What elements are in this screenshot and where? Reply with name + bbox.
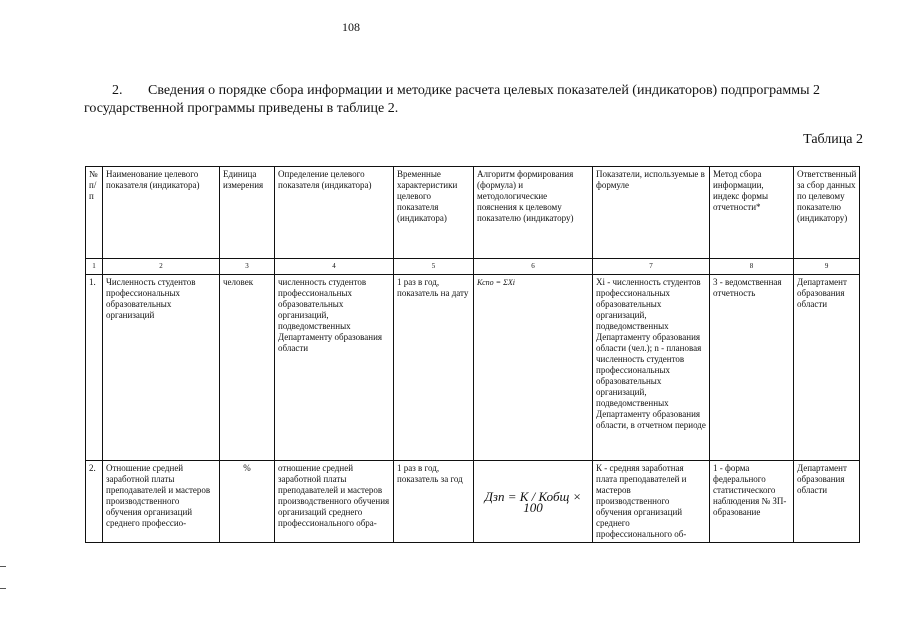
header-cell: Наименование целевого показателя (индикатора) <box>103 167 220 259</box>
header-cell: Ответственный за сбор данных по целевому показателю (индикатору) <box>794 167 860 259</box>
unit: % <box>220 461 275 543</box>
header-cell: Временные характеристики целевого показателя (индикатора) <box>394 167 474 259</box>
header-cell: Метод сбора информации, индекс формы отчетности* <box>710 167 794 259</box>
formula-variables: Xi - численность студентов профессиональных образовательных организаций, подведомственных Департаменту образования области (чел.); n - плановая численность студентов профессиональных образовательных организаций, подведомственных Департаменту образования области, в отчетном периоде <box>593 275 710 461</box>
responsible: Департамент образования области <box>794 461 860 543</box>
collection-method: 3 - ведомственная отчетность <box>710 275 794 461</box>
column-number: 8 <box>710 259 794 275</box>
column-number: 1 <box>86 259 103 275</box>
indicator-name: Отношение средней заработной платы преподавателей и мастеров производственного обучения организаций среднего профессио- <box>103 461 220 543</box>
row-number: 1. <box>86 275 103 461</box>
page-number: 108 <box>342 20 360 34</box>
indicator-name: Численность студентов профессиональных образовательных организаций <box>103 275 220 461</box>
column-number: 6 <box>474 259 593 275</box>
row-number: 2. <box>86 461 103 543</box>
column-number: 3 <box>220 259 275 275</box>
header-row <box>86 167 860 259</box>
indicators-table <box>85 166 860 543</box>
formula-variables: К - средняя заработная плата преподавателей и мастеров производственного обучения организаций среднего профессионального об- <box>593 461 710 543</box>
definition: отношение средней заработной платы преподавателей и мастеров производственного обучения организаций среднего профессионального обра- <box>275 461 394 543</box>
responsible: Департамент образования области <box>794 275 860 461</box>
margin-mark <box>0 588 6 589</box>
timing: 1 раз в год, показатель на дату <box>394 275 474 461</box>
column-number: 7 <box>593 259 710 275</box>
formula <box>474 275 593 461</box>
column-number: 2 <box>103 259 220 275</box>
intro-text: Сведения о порядке сбора информации и методике расчета целевых показателей (индикаторов) подпрограммы 2 государственной программы приведены в таблице 2. <box>84 83 820 116</box>
column-number: 9 <box>794 259 860 275</box>
unit: человек <box>220 275 275 461</box>
header-cell: № п/п <box>86 167 103 259</box>
header-cell: Алгоритм формирования (формула) и методологические пояснения к целевому показателю (индикатору) <box>474 167 593 259</box>
table-row <box>86 461 860 543</box>
intro-number: 2. <box>112 83 123 98</box>
formula <box>474 461 593 543</box>
formula-text: Кспо = ΣXi <box>477 278 515 287</box>
definition: численность студентов профессиональных образовательных организаций, подведомственных Департаменту образования области <box>275 275 394 461</box>
column-number: 5 <box>394 259 474 275</box>
table-row <box>86 275 860 461</box>
header-cell: Определение целевого показателя (индикатора) <box>275 167 394 259</box>
formula-text: Дзп = К / Кобщ × 100 <box>484 488 582 515</box>
table-caption: Таблица 2 <box>803 132 863 147</box>
collection-method: 1 - форма федерального статистического наблюдения № ЗП-образование <box>710 461 794 543</box>
margin-mark <box>0 566 6 567</box>
intro-paragraph <box>84 82 866 118</box>
header-cell: Единица измерения <box>220 167 275 259</box>
timing: 1 раз в год, показатель за год <box>394 461 474 543</box>
header-cell: Показатели, используемые в формуле <box>593 167 710 259</box>
column-number: 4 <box>275 259 394 275</box>
column-number-row <box>86 259 860 275</box>
